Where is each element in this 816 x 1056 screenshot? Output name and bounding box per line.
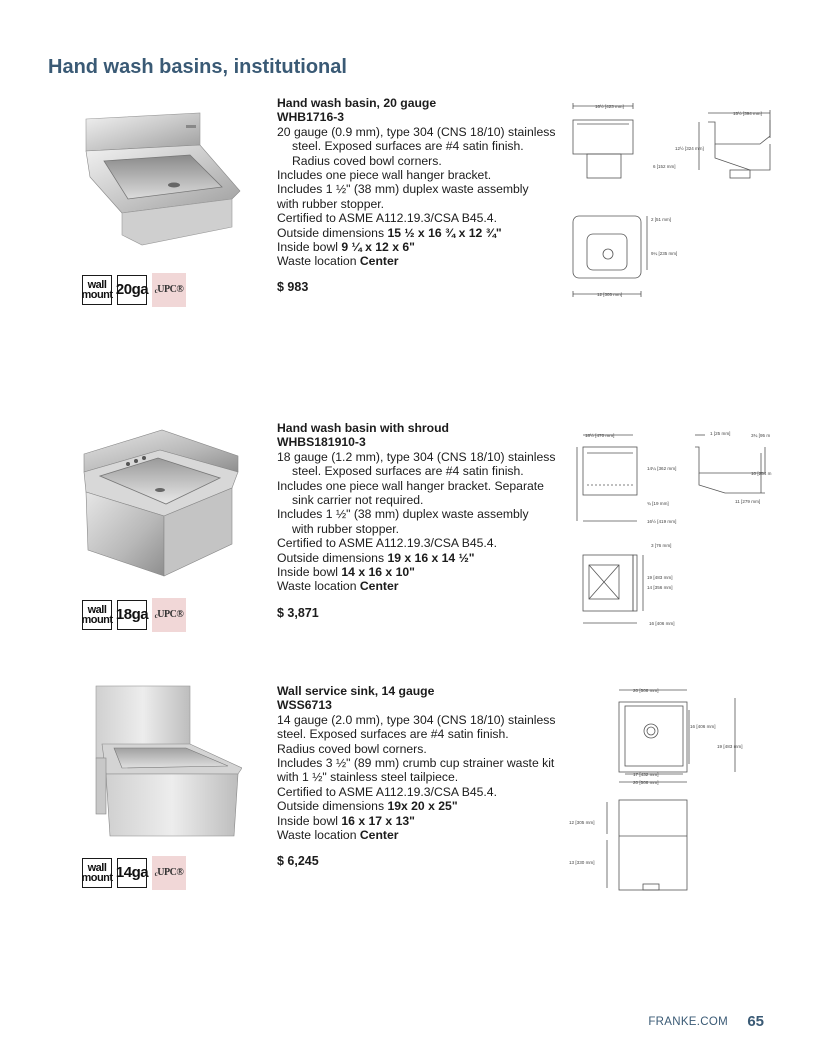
spec-line: Includes 1 ½" (38 mm) duplex waste assembly	[277, 507, 529, 522]
spec-line: steel. Exposed surfaces are #4 satin finish.	[292, 139, 524, 154]
inside-bowl: Inside bowl 9 ¼ x 12 x 6"	[277, 240, 415, 255]
spec-line: with rubber stopper.	[292, 521, 400, 536]
product-name: Wall service sink, 14 gauge	[277, 684, 435, 698]
upc-badge: $_c$UPC®	[152, 598, 186, 632]
waste-location: Waste location Center	[277, 828, 399, 843]
dim-label: ¾ [19 mm]	[647, 501, 669, 506]
product-photo-wall-service-sink	[82, 678, 242, 838]
wall-mount-badge: wall mount	[82, 858, 112, 888]
product-name: Hand wash basin with shroud	[277, 421, 449, 435]
waste-location: Waste location Center	[277, 579, 399, 594]
spec-line: Includes 3 ½" (89 mm) crumb cup strainer waste kit	[277, 756, 555, 771]
spec-line: steel. Exposed surfaces are #4 satin finish.	[277, 727, 509, 742]
dim-label: 16½ [423 mm]	[595, 104, 624, 109]
dim-label: 3¾ [95 m	[751, 433, 771, 438]
product-code: WHB1716-3	[277, 110, 345, 125]
dim-label: 17 [432 mm]	[633, 772, 659, 777]
footer-brand-link[interactable]: FRANKE.COM	[648, 1016, 728, 1028]
spec-line: sink carrier not required.	[292, 493, 424, 508]
dim-label: 10 [254 m	[751, 471, 772, 476]
product-name: Hand wash basin, 20 gauge	[277, 96, 437, 110]
dim-label: 20 [508 mm]	[633, 780, 659, 785]
spec-line: Certified to ASME A112.19.3/CSA B45.4.	[277, 784, 497, 799]
dim-label: 14 [356 mm]	[647, 585, 673, 590]
spec-line: 20 gauge (0.9 mm), type 304 (CNS 18/10) stainless	[277, 124, 556, 139]
technical-drawing	[565, 98, 780, 303]
spec-line: steel. Exposed surfaces are #4 satin finish.	[292, 464, 524, 479]
product-description	[277, 96, 567, 269]
dim-label: 16 [406 mm]	[690, 724, 716, 729]
outside-dimensions: Outside dimensions 19 x 16 x 14 ½"	[277, 550, 475, 565]
upc-badge: $_c$UPC®	[152, 856, 186, 890]
outside-dimensions: Outside dimensions 15 ½ x 16 ¾ x 12 ¾"	[277, 225, 502, 240]
upc-badge: $_c$UPC®	[152, 273, 186, 307]
product-code: WSS6713	[277, 698, 332, 713]
dim-label: 12½ [324 mm]	[675, 146, 704, 151]
product-photo-basin-with-shroud	[82, 420, 242, 580]
page-number: 65	[747, 1013, 764, 1030]
spec-line: with 1 ½" stainless steel tailpiece.	[277, 770, 459, 785]
dim-label: 12 [305 mm]	[597, 292, 623, 297]
dim-label: 19 [483 mm]	[647, 575, 673, 580]
product-code: WHBS181910-3	[277, 435, 366, 450]
spec-line: 14 gauge (2.0 mm), type 304 (CNS 18/10) stainless	[277, 712, 556, 727]
outside-dimensions: Outside dimensions 19x 20 x 25"	[277, 799, 458, 814]
dim-label: 2 [51 mm]	[651, 217, 672, 222]
spec-line: Certified to ASME A112.19.3/CSA B45.4.	[277, 536, 497, 551]
spec-line: with rubber stopper.	[277, 196, 385, 211]
dim-label: 15½ [394 mm]	[733, 111, 762, 116]
wall-mount-badge: wall mount	[82, 600, 112, 630]
product-price: $ 3,871	[277, 606, 319, 620]
waste-location: Waste location Center	[277, 254, 399, 269]
product-description	[277, 684, 567, 842]
product-price: $ 6,245	[277, 854, 319, 868]
technical-drawing	[565, 423, 781, 628]
certification-badges	[82, 275, 186, 307]
page-title: Hand wash basins, institutional	[48, 56, 347, 78]
dim-label: 12 [305 mm]	[569, 820, 595, 825]
dim-label: 11 [279 mm]	[735, 499, 761, 504]
spec-line: Includes one piece wall hanger bracket.	[277, 168, 492, 183]
spec-line: Includes 1 ½" (38 mm) duplex waste assembly	[277, 182, 529, 197]
dim-label: 13 [330 mm]	[569, 860, 595, 865]
dim-label: 16 [406 mm]	[649, 621, 675, 626]
inside-bowl: Inside bowl 14 x 16 x 10"	[277, 565, 415, 580]
gauge-badge: 14ga	[117, 858, 147, 888]
gauge-badge: 18ga	[117, 600, 147, 630]
dim-label: 14¼ [362 mm]	[647, 466, 677, 471]
dim-label: 20 [508 mm]	[633, 688, 659, 693]
dim-label: 1 [25 mm]	[710, 431, 731, 436]
spec-line: 18 gauge (1.2 mm), type 304 (CNS 18/10) stainless	[277, 449, 556, 464]
dim-label: 16½ [419 mm]	[647, 519, 677, 524]
technical-drawing	[565, 684, 765, 894]
product-photo-hand-wash-basin	[82, 95, 242, 255]
spec-line: Radius coved bowl corners.	[292, 153, 442, 168]
spec-line: Includes one piece wall hanger bracket. Separate	[277, 478, 544, 493]
dim-label: 9¼ [235 mm]	[651, 251, 678, 256]
dim-label: 18½ [470 mm]	[585, 433, 615, 438]
dim-label: 19 [483 mm]	[717, 744, 743, 749]
product-price: $ 983	[277, 280, 309, 294]
dim-label: 3 [76 mm]	[651, 543, 672, 548]
certification-badges	[82, 858, 186, 890]
spec-line: Certified to ASME A112.19.3/CSA B45.4.	[277, 211, 497, 226]
gauge-badge: 20ga	[117, 275, 147, 305]
certification-badges	[82, 600, 186, 632]
inside-bowl: Inside bowl 16 x 17 x 13"	[277, 813, 415, 828]
spec-line: Radius coved bowl corners.	[277, 741, 427, 756]
product-description	[277, 421, 567, 594]
wall-mount-badge: wall mount	[82, 275, 112, 305]
dim-label: 6 [152 mm]	[653, 164, 676, 169]
